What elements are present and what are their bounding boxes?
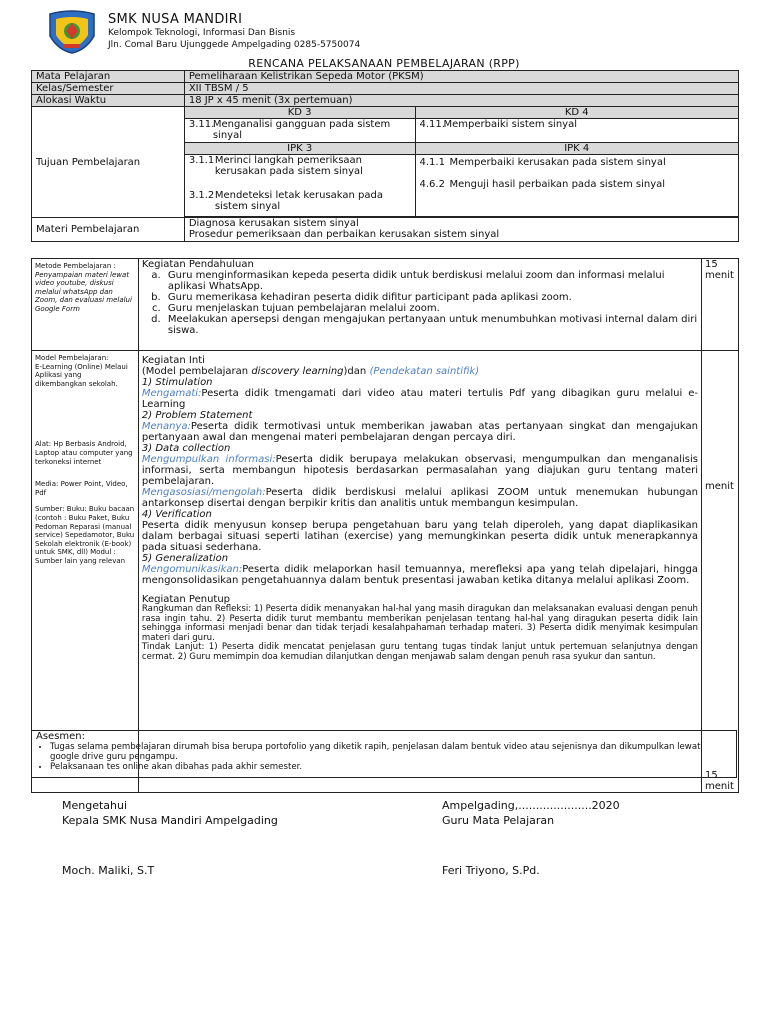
document-title: RENCANA PELAKSANAAN PEMBELAJARAN (RPP): [248, 57, 520, 70]
pendahuluan-title: Kegiatan Pendahuluan: [141, 259, 254, 270]
step-3-text: Peserta didik berupaya melakukan observasi, mengumpulkan dan menganalisis informasi, serta membangun hipotesis berdasarkan permasalahan yang diajukan guru tentang materi pembelajaran.: [141, 454, 698, 487]
kd4-num: 4.11.: [419, 119, 445, 130]
ipk4-1-text: Memperbaiki kerusakan pada sistem sinyal: [449, 157, 666, 168]
ipk4-header: IPK 4: [415, 143, 739, 155]
pendahuluan-item: c. Guru menjelaskan tujuan pembelajaran melalui zoom.: [164, 303, 698, 314]
model-cell: [32, 351, 139, 793]
mapel-value: Pemeliharaan Kelistrikan Sepeda Motor (PKSM): [184, 71, 738, 83]
ipk4-2-text: Menguji hasil perbaikan pada sistem sinyal: [449, 179, 666, 190]
step-3-key: Mengumpulkan informasi:: [141, 454, 276, 465]
signature-right: [442, 798, 620, 828]
step-3b-body: [142, 487, 698, 509]
signature-left-line-1: Mengetahui: [62, 799, 128, 812]
pendahuluan-list: [142, 270, 698, 336]
step-1-body: [142, 388, 698, 410]
inti-model: [142, 366, 698, 377]
info-table: [31, 70, 739, 242]
school-logo: [46, 10, 98, 54]
step-3-body: [142, 454, 698, 487]
ipk3-1-num: 3.1.1: [188, 155, 215, 166]
step-5-text: Peserta didik melaporkan hasil temuannya, merefleksi apa yang telah dipelajari, hingga mengonsolidasikan pengetahuannya dalam bentuk presentasi jawaban ketika ditanya melalui aplikasi Zoom.: [141, 564, 698, 586]
asesmen-box: [31, 730, 737, 778]
inti-model-blue: (Pendekatan saintifik): [369, 366, 480, 377]
asesmen-list: [36, 742, 732, 772]
penutup-para-1: Rangkuman dan Refleksi: 1) Peserta didik menanyakan hal-hal yang masih diragukan dan melaksanakan evaluasi dengan penuh rasa ingin tahu. 2) Peserta didik turut membantu memberikan penjelasan tentang hal-hal yang diragukan peserta didik lain sehingga informasi menjadi benar dan tidak terjadi kesalahpahaman terhadap materi. 3) Peserta didik menyimak kesimpulan materi dari guru.: [141, 604, 698, 643]
step-3b-key: Mengasosiasi/mengolah:: [141, 487, 266, 498]
materi-line-2: Prosedur pemeriksaan dan perbaikan kerusakan sistem sinyal: [188, 229, 500, 240]
penutup-para-2: Tindak Lanjut: 1) Peserta didik mencatat penjelasan guru tentang tugas tindak lanjut untuk pertemuan selanjutnya dengan cermat. 2) Guru memimpin doa kemudian dilanjutkan dengan menjawab salam dengan penuh rasa syukur dan santun.: [141, 642, 698, 662]
media-text: Media: Power Point, Video, Pdf: [35, 480, 128, 497]
step-4-body: Peserta didik menyusun konsep berupa pengetahuan baru yang telah diperoleh, yang dapat diaplikasikan dalam berbagai situasi seperti latihan (exercise) yang memungkinkan peserta didik untuk menerapkannya pada situasi sederhana.: [141, 520, 698, 553]
metode-label: Metode Pembelajaran :: [35, 262, 116, 270]
step-stimulation: 1) Stimulation: [141, 377, 213, 388]
step-data: 3) Data collection: [141, 443, 231, 454]
kd3-num: 3.11.: [188, 119, 215, 130]
signature-left-name: Moch. Maliki, S.T: [62, 864, 155, 877]
ipk4-2-num: 4.6.2: [419, 179, 445, 190]
model-text: E-Learning (Online) Melaui Aplikasi yang dikembangkan sekolah.: [35, 362, 128, 388]
pendahuluan-time: 15 menit: [702, 259, 739, 351]
asesmen-item: • Pelaksanaan tes online akan dibahas pada akhir semester.: [50, 762, 732, 772]
signature-right-line-1: Ampelgading,.....................2020: [442, 799, 620, 812]
ipk3-1-text: Merinci langkah pemeriksaan kerusakan pada sistem sinyal: [214, 155, 363, 177]
materi-label: Materi Pembelajaran: [32, 218, 185, 242]
step-1-text: Peserta didik tmengamati dari video atau materi tertulis Pdf yang dibagikan guru melalui e-Learning: [141, 388, 698, 410]
ipk3-2-text: Mendeteksi letak kerusakan pada sistem sinyal: [214, 190, 384, 212]
step-generalization: 5) Generalization: [141, 553, 229, 564]
kelas-label: Kelas/Semester: [32, 83, 185, 95]
step-1-key: Mengamati:: [141, 388, 202, 399]
step-2-key: Menanya:: [141, 421, 191, 432]
kd3-header: KD 3: [184, 107, 415, 119]
metode-text: Penyampaian materi lewat video youtube, diskusi melalui whatsApp dan Zoom, dan evaluasi melalui Google Form: [35, 270, 132, 313]
step-3b-text: Peserta didik berdiskusi melalui aplikasi ZOOM untuk menemukan hubungan antarkonsep disertai dengan berpikir kritis dan analitis untuk membangun kesimpulan.: [141, 487, 698, 509]
school-address: Jln. Comal Baru Ujunggede Ampelgading 0285-5750074: [108, 40, 361, 50]
asesmen-item: • Tugas selama pembelajaran dirumah bisa berupa portofolio yang diketik rapih, penjelasan dalam bentuk video atau sejenisnya dan dikumpulkan lewat google drive guru pengampu.: [50, 742, 732, 762]
step-problem: 2) Problem Statement: [141, 410, 253, 421]
inti-model-close: )dan: [343, 366, 367, 377]
alokasi-value: 18 JP x 45 menit (3x pertemuan): [184, 95, 738, 107]
activity-table: [31, 258, 739, 793]
mapel-label: Mata Pelajaran: [32, 71, 185, 83]
ipk4-1-num: 4.1.1: [419, 157, 445, 168]
pendahuluan-item: a. Guru menginformasikan kepeda peserta didik untuk berdiskusi melalui zoom dan informasi melalui aplikasi WhatsApp.: [164, 270, 698, 292]
ipk3-list: [184, 155, 415, 217]
tujuan-label: Tujuan Pembelajaran: [32, 107, 185, 218]
inti-title: Kegiatan Inti: [141, 355, 205, 366]
step-5-key: Mengomunikasikan:: [141, 564, 243, 575]
pendahuluan-cell: [138, 259, 701, 351]
inti-time: menit: [705, 481, 734, 492]
penutup-title: Kegiatan Penutup: [141, 594, 231, 605]
materi-value: [184, 218, 738, 242]
step-verification: 4) Verification: [141, 509, 212, 520]
ipk3-header: IPK 3: [184, 143, 415, 155]
ipk3-2-num: 3.1.2: [188, 190, 215, 201]
inti-model-open: (Model pembelajaran: [141, 366, 249, 377]
metode-cell: [32, 259, 139, 351]
materi-line-1: Diagnosa kerusakan sistem sinyal: [188, 218, 359, 229]
school-name: SMK NUSA MANDIRI: [108, 12, 243, 27]
kd4-text: Memperbaiki sistem sinyal: [443, 119, 577, 130]
pendahuluan-item: b. Guru memerikasa kehadiran peserta didik difitur participant pada aplikasi zoom.: [164, 292, 698, 303]
kelas-value: XII TBSM / 5: [184, 83, 738, 95]
alokasi-label: Alokasi Waktu: [32, 95, 185, 107]
inti-time-cell: [702, 351, 739, 793]
signature-right-name: Feri Triyono, S.Pd.: [442, 864, 540, 877]
step-2-text: Peserta didik termotivasi untuk memberikan jawaban atas pertanyaan singkat dan mengajukan pertanyaan awal dan mengenai materi pembelajaran dengan percaya diri.: [141, 421, 698, 443]
signature-left: [62, 798, 278, 828]
model-label: Model Pembelajaran:: [35, 354, 109, 362]
school-department: Kelompok Teknologi, Informasi Dan Bisnis: [108, 28, 296, 38]
signature-right-line-2: Guru Mata Pelajaran: [442, 814, 555, 827]
asesmen-title: Asesmen:: [36, 731, 86, 742]
signature-left-line-2: Kepala SMK Nusa Mandiri Ampelgading: [62, 814, 278, 827]
ipk4-list: [415, 155, 739, 217]
inti-model-italic: discovery learning: [251, 366, 344, 377]
pendahuluan-item: d. Meelakukan apersepsi dengan mengajukan pertanyaan untuk menumbuhkan motivasi internal dalam diri siswa.: [164, 314, 698, 336]
kd3-text: Menganalisi gangguan pada sistem sinyal: [212, 119, 391, 141]
kd4-item: [415, 119, 739, 143]
sumber-text: Sumber: Buku: Buku bacaan (contoh : Buku Paket, Buku Pedoman Reparasi (manual service) Sepedamotor, Buku Sekolah elektronik (E-book) untuk SMK, dll) Modul : Sumber lain yang relevan: [35, 505, 135, 565]
alat-text: Alat: Hp Berbasis Android, Laptop atau computer yang terkoneksi internet: [35, 440, 133, 466]
kd4-header: KD 4: [415, 107, 739, 119]
inti-cell: [138, 351, 701, 793]
step-5-body: [142, 564, 698, 586]
penutup-time: 15 menit: [705, 770, 734, 792]
step-2-body: [142, 421, 698, 443]
kd3-item: [184, 119, 415, 143]
